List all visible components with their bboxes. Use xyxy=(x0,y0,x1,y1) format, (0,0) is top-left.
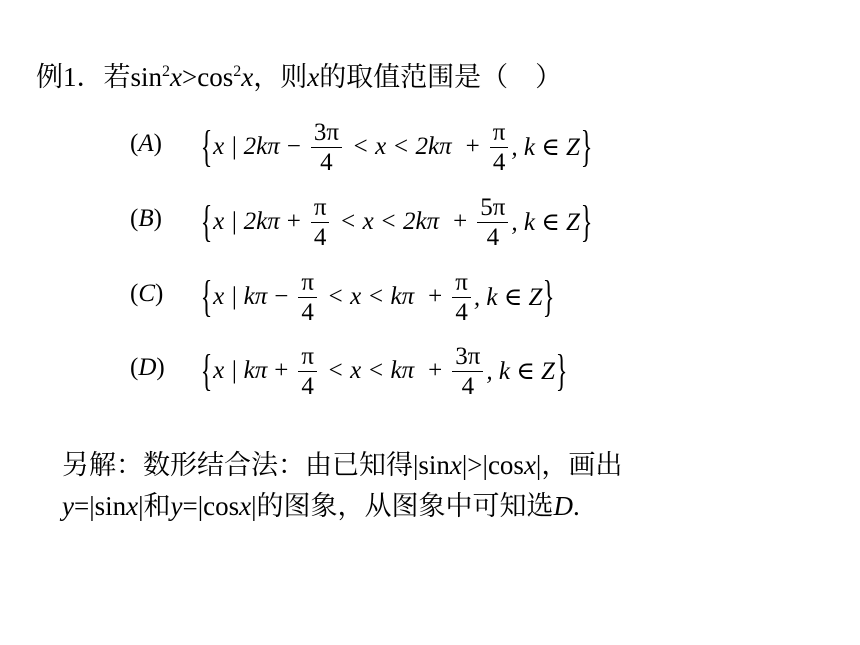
fraction: $\frac{\pi}{4}$ xyxy=(452,268,471,327)
option-label: (C) xyxy=(130,280,164,307)
question-stem xyxy=(36,52,562,97)
option-expression xyxy=(200,188,593,256)
option-expression xyxy=(200,337,568,405)
var-x-1: x xyxy=(170,62,182,92)
operator: + xyxy=(453,208,468,235)
set-head: x | 2kπ xyxy=(213,133,280,160)
fraction: $\frac{5\pi}{4}$ xyxy=(477,193,508,252)
set-head: x | kπ xyxy=(213,283,268,310)
set-tail: , k ∈ Z xyxy=(486,358,555,385)
right-brace: } xyxy=(555,346,568,395)
fraction: $\frac{\pi}{4}$ xyxy=(298,342,317,401)
set-tail: , k ∈ Z xyxy=(473,284,543,311)
stem-text-2: >cos xyxy=(182,62,234,92)
operator: + xyxy=(428,357,443,384)
option-c xyxy=(130,263,690,331)
exponent-1: 2 xyxy=(162,63,171,80)
left-brace: { xyxy=(200,122,213,171)
answer-letter: D xyxy=(553,491,574,521)
option-label: (A) xyxy=(130,130,162,157)
operator: + xyxy=(428,283,443,310)
solution-line-1: 另解：数形结合法：由已知得|sinx|>|cosx|，画出 xyxy=(62,450,623,480)
stem-text-3: ，则 xyxy=(253,62,308,92)
inequality-middle: < x < 2kπ xyxy=(351,133,452,160)
set-head: x | 2kπ xyxy=(213,208,280,235)
inequality-middle: < x < kπ xyxy=(326,283,415,310)
exponent-2: 2 xyxy=(233,63,242,80)
var-x-3: x xyxy=(307,62,320,92)
fraction: $\frac{3\pi}{4}$ xyxy=(452,342,483,401)
var-x-2: x xyxy=(241,62,254,92)
fraction: $\frac{\pi}{4}$ xyxy=(490,118,509,177)
question-number: 例1． xyxy=(36,62,104,92)
inequality-middle: < x < 2kπ xyxy=(339,208,440,235)
option-b xyxy=(130,188,690,256)
set-tail: , k ∈ Z xyxy=(511,209,580,236)
set-tail: , k ∈ Z xyxy=(511,134,580,161)
left-brace: { xyxy=(200,197,213,246)
solution-line-2: y=|sinx|和y=|cosx|的图象，从图象中可知选D. xyxy=(62,491,580,521)
fraction: $\frac{\pi}{4}$ xyxy=(311,193,330,252)
stem-text-4: 的取值范围是（ ） xyxy=(319,62,563,92)
right-brace: } xyxy=(543,272,555,321)
operator: − xyxy=(274,283,289,310)
option-d xyxy=(130,337,690,405)
operator: + xyxy=(286,208,301,235)
operator: − xyxy=(286,133,301,160)
fraction: $\frac{3\pi}{4}$ xyxy=(311,118,342,177)
right-brace: } xyxy=(580,122,593,171)
stem-text-1: 若sin xyxy=(103,62,163,92)
option-a xyxy=(130,113,690,181)
option-expression xyxy=(200,113,593,181)
option-label: (B) xyxy=(130,205,162,232)
fraction: $\frac{\pi}{4}$ xyxy=(298,268,317,327)
operator: + xyxy=(465,133,480,160)
option-expression xyxy=(200,263,556,331)
set-head: x | kπ xyxy=(213,357,268,384)
right-brace: } xyxy=(580,197,593,246)
left-brace: { xyxy=(200,346,213,395)
inequality-middle: < x < kπ xyxy=(326,357,415,384)
operator: + xyxy=(274,357,289,384)
option-label: (D) xyxy=(130,354,165,381)
left-brace: { xyxy=(200,272,213,321)
